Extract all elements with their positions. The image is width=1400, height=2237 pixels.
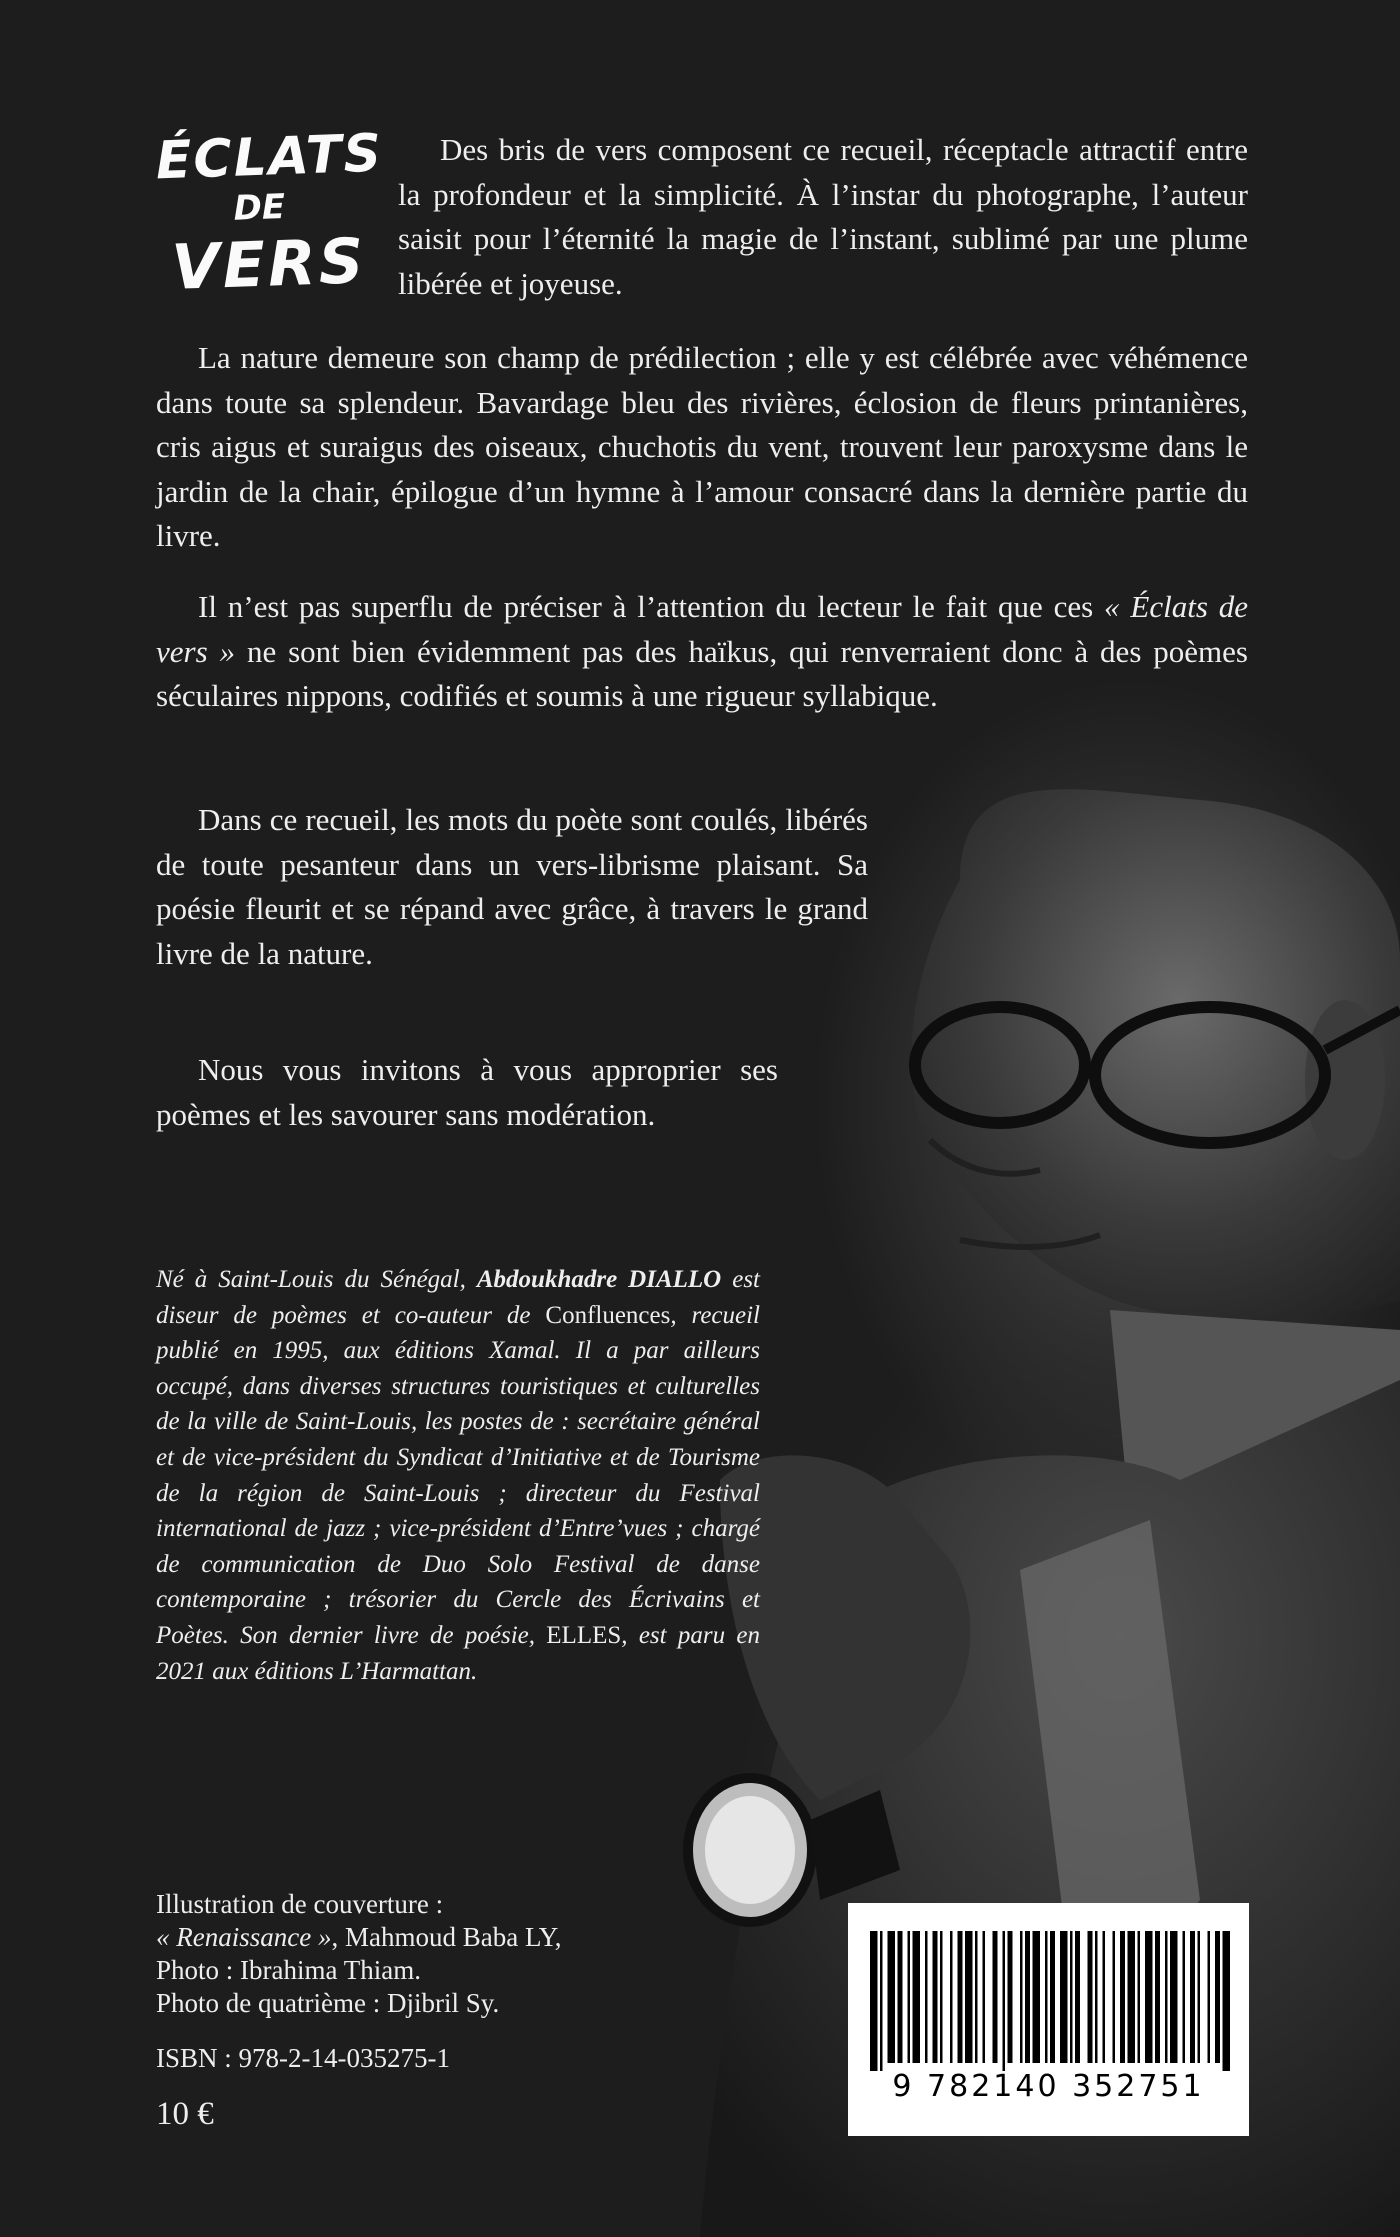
paragraph-3-text-b: ne sont bien évidemment pas des haïkus, qui renverraient donc à des poèmes séculaires nippons, codifiés et soumis à une rigueur syllabique. bbox=[156, 633, 1248, 713]
credits-line-1: Illustration de couverture : bbox=[156, 1889, 444, 1919]
barcode-bar bbox=[958, 1931, 963, 2063]
credits bbox=[156, 1888, 562, 2020]
barcode-bar bbox=[1025, 1931, 1030, 2063]
barcode-bar bbox=[1155, 1931, 1160, 2063]
price: 10 € bbox=[156, 2096, 214, 2132]
barcode-bar bbox=[1003, 1931, 1006, 2071]
barcode-bar bbox=[1165, 1931, 1168, 2063]
barcode-bar bbox=[925, 1931, 928, 2063]
blurb-paragraph-5: Nous vous invitons à vous approprier ses poèmes et les savourer sans modération. bbox=[156, 1052, 778, 1132]
bio-book-elles: ELLES bbox=[546, 1621, 622, 1649]
barcode-bar bbox=[1145, 1931, 1153, 2063]
credits-line-4: Photo de quatrième : Djibril Sy. bbox=[156, 1988, 500, 2018]
barcode-bar bbox=[1020, 1931, 1023, 2063]
barcode-bar bbox=[870, 1931, 878, 2071]
paragraph-3-text-a: Il n’est pas superflu de préciser à l’attention du lecteur le fait que ces bbox=[198, 589, 1105, 624]
barcode-bar bbox=[1050, 1931, 1055, 2063]
bio-mid: est diseur de poèmes et co-auteur de bbox=[156, 1266, 760, 1329]
illustration-author: , Mahmoud Baba LY, bbox=[331, 1922, 562, 1952]
logo-line-2: DE bbox=[232, 186, 286, 229]
bio-rest: , recueil publié en 1995, aux éditions Xamal. Il a par ailleurs occupé, dans diverses structures touristiques et culturelles de la ville de Saint-Louis, les postes de : secrétaire général et de vice-président du Syndicat d’Initiative et de Tourisme de la région de Saint-Louis ; directeur du Festival international de jazz ; vice-président d’Entre’vues ; chargé de communication de Duo Solo Festival de danse contemporaine ; trésorier du Cercle des Écrivains et Poètes. Son dernier livre de poésie, bbox=[156, 1301, 761, 1649]
barcode-bar bbox=[1060, 1931, 1068, 2063]
barcode-bar bbox=[1008, 1931, 1013, 2063]
barcode-bar bbox=[1070, 1931, 1073, 2063]
barcode bbox=[848, 1903, 1249, 2136]
barcode-bar bbox=[1190, 1931, 1195, 2063]
book-title-logo bbox=[147, 123, 384, 311]
logo-line-3: VERS bbox=[170, 224, 368, 304]
barcode-bar bbox=[1128, 1931, 1136, 2063]
barcode-bar bbox=[1215, 1931, 1220, 2063]
barcode-bar bbox=[1088, 1931, 1093, 2063]
author-name: Abdoukhadre DIALLO bbox=[476, 1266, 722, 1293]
barcode-bar bbox=[880, 1931, 883, 2071]
bio-book-confluences: Confluences bbox=[545, 1301, 671, 1329]
credits-line-3: Photo : Ibrahima Thiam. bbox=[156, 1955, 421, 1985]
barcode-bar bbox=[888, 1931, 896, 2063]
barcode-digits: 9 782140 352751 bbox=[892, 2069, 1205, 2104]
bio-intro: Né à Saint-Louis du Sénégal, bbox=[156, 1266, 477, 1293]
isbn: ISBN : 978-2-14-035275-1 bbox=[156, 2043, 450, 2073]
barcode-bar bbox=[1198, 1931, 1201, 2063]
author-biography bbox=[156, 1262, 760, 1689]
barcode-bar bbox=[950, 1931, 953, 2063]
barcode-bar bbox=[1113, 1931, 1116, 2063]
barcode-bar bbox=[940, 1931, 943, 2063]
barcode-bar bbox=[965, 1931, 973, 2063]
blurb-paragraph-1: Des bris de vers composent ce recueil, réceptacle attractif entre la profondeur et la simplicité. À l’instar du photographe, l’auteur saisit pour l’éternité la magie de l’instant, sublimé par une plume libérée et joyeuse. bbox=[398, 132, 1248, 301]
barcode-bar bbox=[1208, 1931, 1211, 2063]
barcode-bar bbox=[1183, 1931, 1186, 2063]
barcode-bar bbox=[1170, 1931, 1178, 2063]
barcode-bar bbox=[898, 1931, 903, 2063]
barcode-bar bbox=[1120, 1931, 1125, 2063]
illustration-title: « Renaissance » bbox=[156, 1922, 332, 1952]
barcode-bar bbox=[993, 1931, 998, 2063]
barcode-bar bbox=[1138, 1931, 1141, 2063]
blurb-paragraph-4: Dans ce recueil, les mots du poète sont coulés, libérés de toute pesanteur dans un vers-librisme plaisant. Sa poésie fleurit et se répand avec grâce, à travers le grand livre de la nature. bbox=[156, 802, 868, 971]
logo-line-1: ÉCLATS bbox=[154, 123, 384, 192]
barcode-bar bbox=[1223, 1931, 1231, 2071]
barcode-bar bbox=[1103, 1931, 1106, 2063]
book-title-quote: « Éclats de vers » bbox=[156, 589, 1248, 669]
blurb-paragraph-3 bbox=[156, 585, 1248, 719]
barcode-bar bbox=[983, 1931, 986, 2063]
barcode-bar bbox=[913, 1931, 921, 2063]
barcode-bar bbox=[933, 1931, 938, 2063]
barcode-bar bbox=[1045, 1931, 1048, 2063]
credits-line-2 bbox=[156, 1921, 562, 1954]
barcode-bar bbox=[1095, 1931, 1098, 2063]
barcode-bar bbox=[1075, 1931, 1080, 2063]
blurb-paragraph-2: La nature demeure son champ de prédilection ; elle y est célébrée avec véhémence dans toute sa splendeur. Bavardage bleu des rivières, éclosion de fleurs printanières, cris aigus et suraigus des oiseaux, chuchotis du vent, trouvent leur paroxysme dans le jardin de la chair, épilogue d’un hymne à l’amour consacré dans la dernière partie du livre. bbox=[156, 340, 1248, 553]
bio-end: , est paru en 2021 aux éditions L’Harmattan. bbox=[156, 1621, 760, 1685]
barcode-bar bbox=[908, 1931, 911, 2063]
barcode-bar bbox=[1033, 1931, 1041, 2063]
barcode-bar bbox=[975, 1931, 978, 2063]
